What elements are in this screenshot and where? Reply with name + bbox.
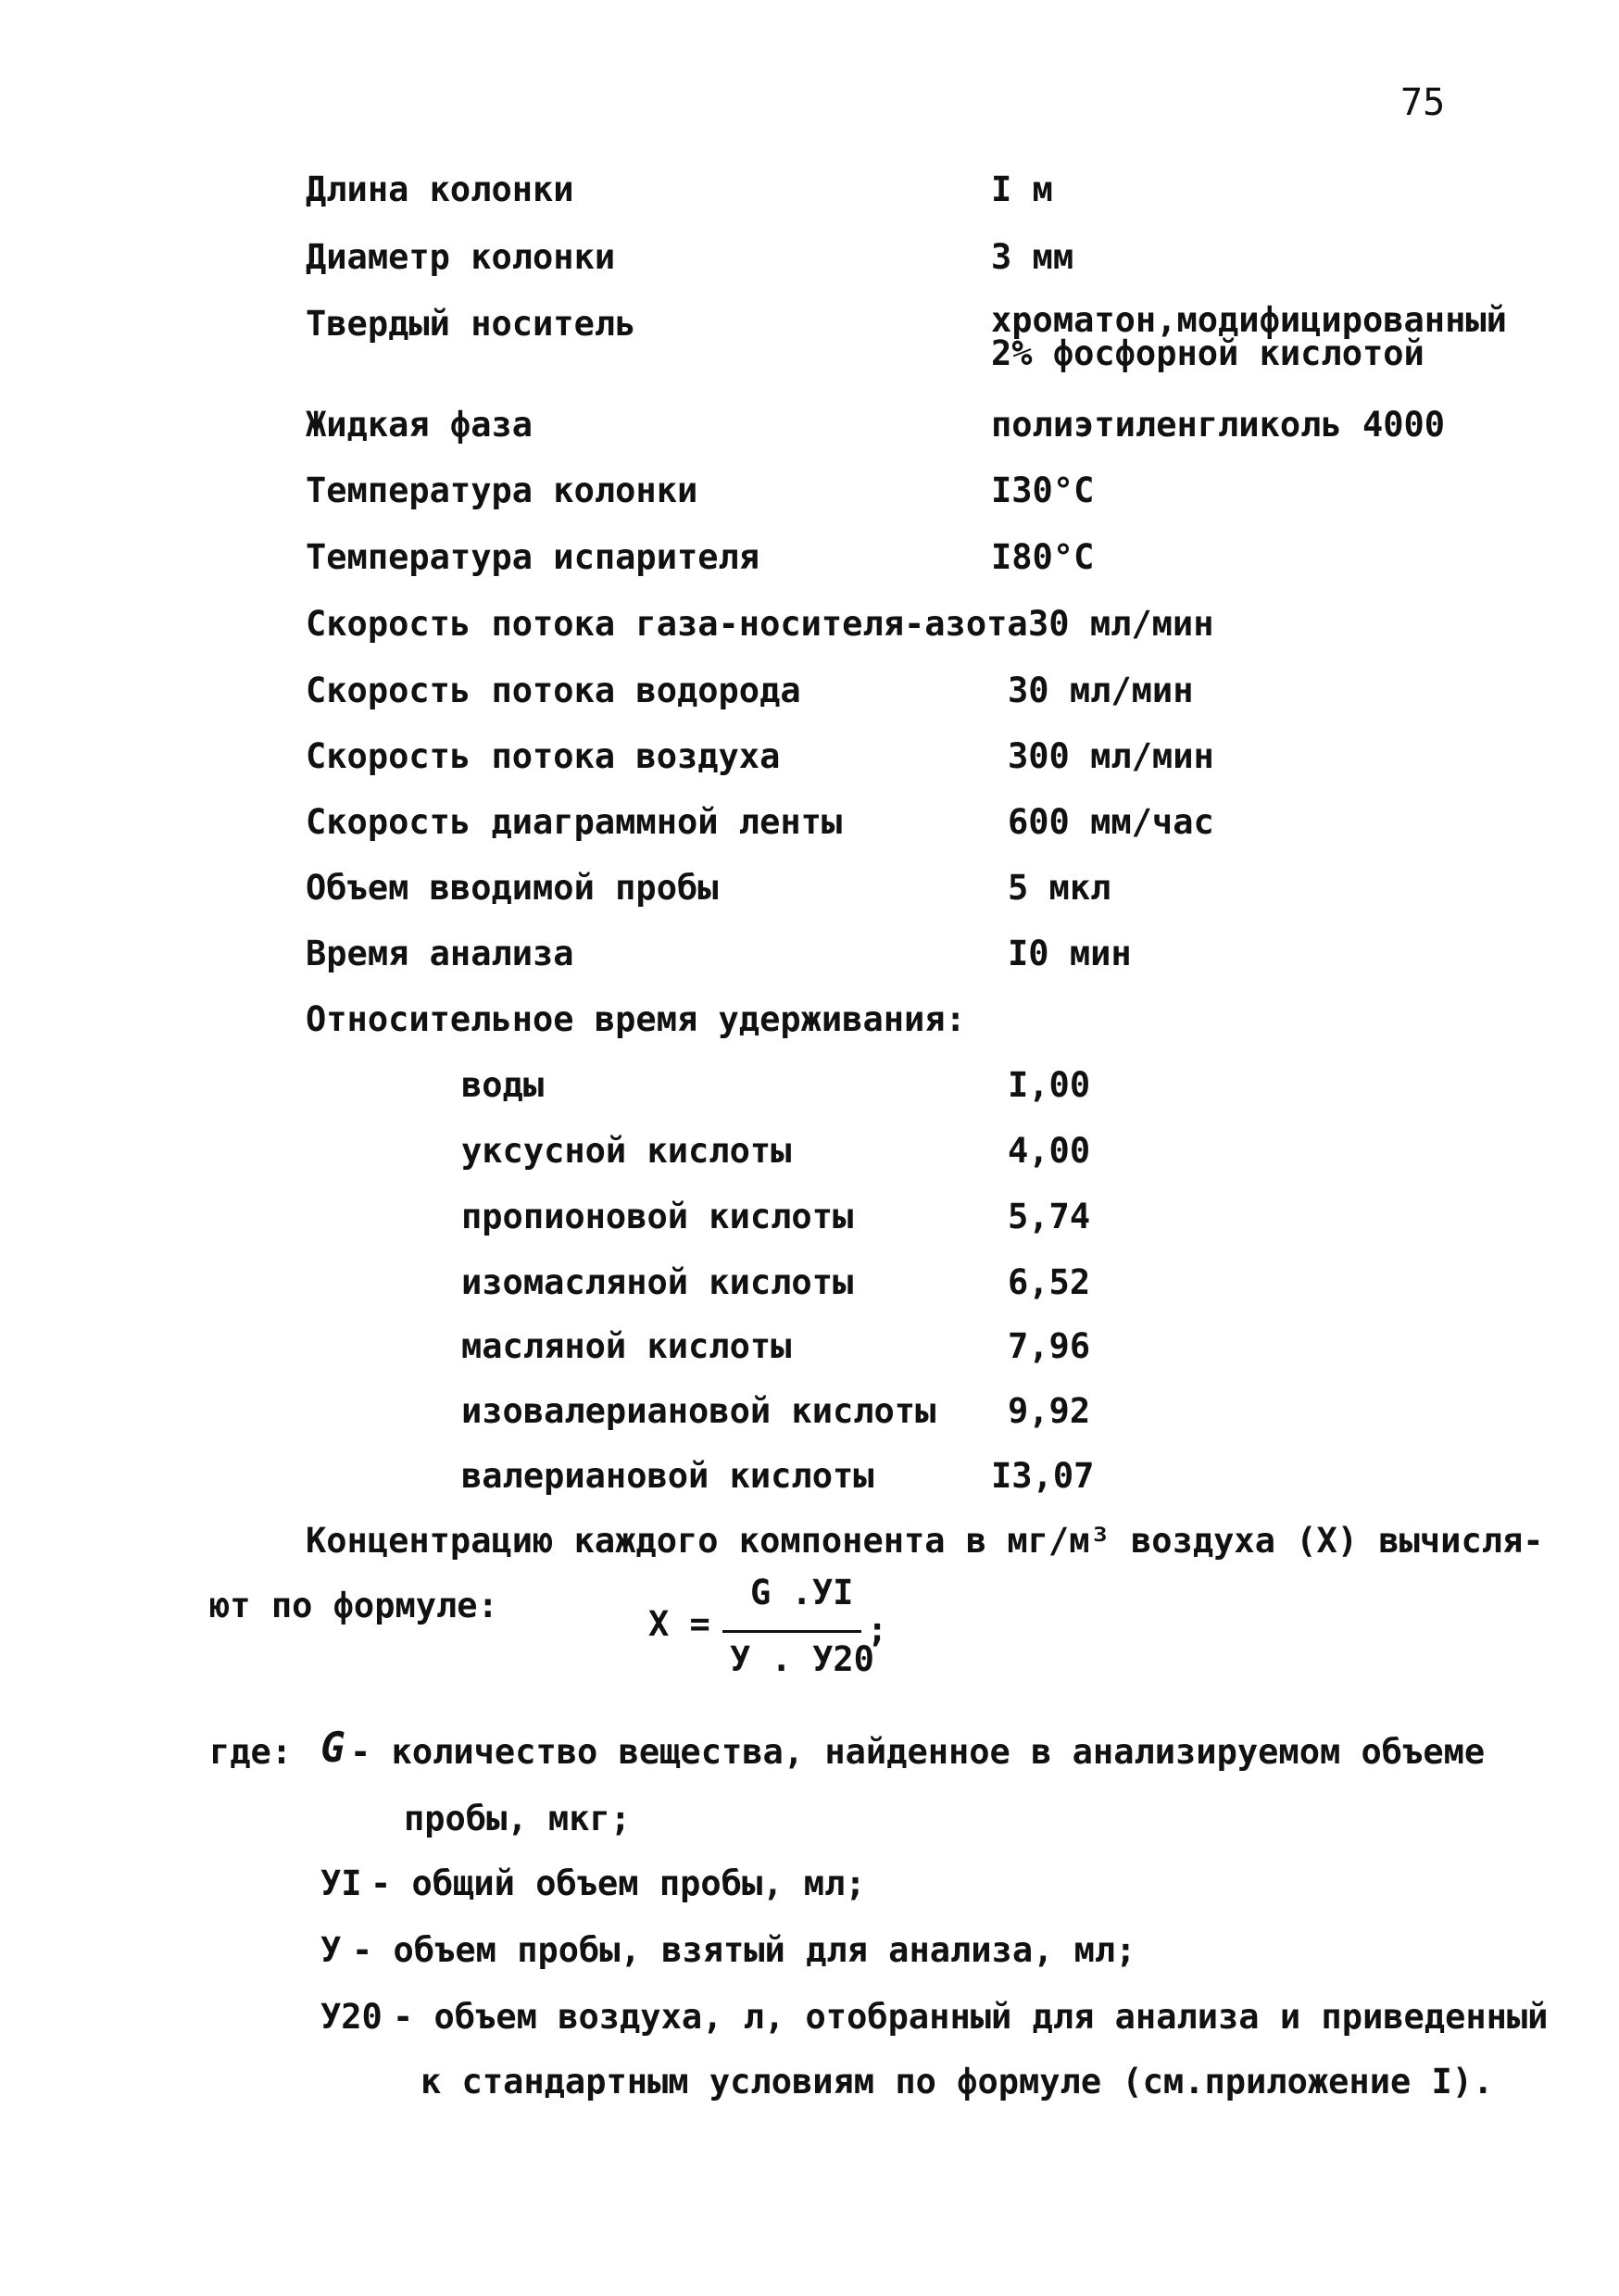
retention-value-isobutyric: 6,52 xyxy=(1008,1262,1091,1302)
retention-label-isobutyric: изомасляной кислоты xyxy=(461,1262,854,1302)
definition-text-g-line2: пробы, мкг; xyxy=(404,1799,632,1838)
definition-text-v20-line2: к стандартным условиям по формуле (см.приложение I). xyxy=(420,2062,1494,2102)
fraction-bar xyxy=(722,1630,861,1633)
definition-symbol-g: G xyxy=(320,1725,345,1772)
param-label-sample-volume: Объем вводимой пробы xyxy=(306,868,719,908)
formula xyxy=(648,1573,908,1702)
retention-label-valeric: валериановой кислоты xyxy=(461,1456,874,1496)
param-value-analysis-time: I0 мин xyxy=(1008,934,1132,973)
definition-symbol-v: У xyxy=(320,1930,342,1970)
param-label-hydrogen-flow: Скорость потока водорода xyxy=(306,671,801,710)
definition-symbol-v20: У20 xyxy=(320,1997,383,2037)
formula-denominator: У . У20 xyxy=(730,1639,874,1679)
retention-value-valeric: I3,07 xyxy=(991,1456,1095,1496)
param-label-column-temperature: Температура колонки xyxy=(306,470,698,510)
definition-text-v1: - общий объем пробы, мл; xyxy=(370,1863,866,1903)
retention-value-propionic: 5,74 xyxy=(1008,1197,1091,1236)
param-value-evaporator-temperature: I80°C xyxy=(991,537,1095,577)
param-value-column-length: I м xyxy=(991,169,1053,209)
retention-label-water: воды xyxy=(461,1065,545,1105)
param-value-carrier-gas-flow: 30 мл/мин xyxy=(1028,604,1214,644)
param-label-column-diameter: Диаметр колонки xyxy=(306,237,616,277)
param-value-hydrogen-flow: 30 мл/мин xyxy=(1008,671,1194,710)
param-label-evaporator-temperature: Температура испарителя xyxy=(306,537,760,577)
retention-label-propionic: пропионовой кислоты xyxy=(461,1197,854,1236)
param-label-solid-support: Твердый носитель xyxy=(306,304,636,344)
param-label-chart-tape-speed: Скорость диаграммной ленты xyxy=(306,802,843,842)
retention-value-isovaleric: 9,92 xyxy=(1008,1391,1091,1431)
formula-intro-line2: ют по формуле: xyxy=(209,1586,498,1625)
retention-value-butyric: 7,96 xyxy=(1008,1326,1091,1366)
definitions-where: где: xyxy=(209,1732,293,1772)
param-value-sample-volume: 5 мкл xyxy=(1008,868,1111,908)
param-label-air-flow: Скорость потока воздуха xyxy=(306,736,781,776)
retention-label-isovaleric: изовалериановой кислоты xyxy=(461,1391,936,1431)
param-label-liquid-phase: Жидкая фаза xyxy=(306,405,533,445)
retention-value-water: I,00 xyxy=(1008,1065,1091,1105)
definition-text-v: - объем пробы, взятый для анализа, мл; xyxy=(352,1930,1136,1970)
param-value-column-temperature: I30°C xyxy=(991,470,1095,510)
retention-heading: Относительное время удерживания: xyxy=(306,999,966,1039)
param-label-carrier-gas-flow: Скорость потока газа-носителя-азота xyxy=(306,604,1028,644)
param-value-chart-tape-speed: 600 мм/час xyxy=(1008,802,1214,842)
formula-terminator: ; xyxy=(867,1610,888,1650)
retention-label-butyric: масляной кислоты xyxy=(461,1326,792,1366)
retention-value-acetic: 4,00 xyxy=(1008,1131,1091,1171)
param-label-column-length: Длина колонки xyxy=(306,169,574,209)
definition-symbol-v1: УI xyxy=(320,1863,362,1903)
param-value-air-flow: 300 мл/мин xyxy=(1008,736,1214,776)
formula-numerator: G .УI xyxy=(750,1573,854,1612)
retention-label-acetic: уксусной кислоты xyxy=(461,1131,792,1171)
param-label-analysis-time: Время анализа xyxy=(306,934,574,973)
page-number: 75 xyxy=(1400,82,1446,124)
definition-text-g-line1: - количество вещества, найденное в анализируемом объеме xyxy=(350,1732,1486,1772)
param-value-column-diameter: 3 мм xyxy=(991,237,1074,277)
definition-text-v20-line1: - объем воздуха, л, отобранный для анализа и приведенный xyxy=(393,1997,1549,2037)
param-value-liquid-phase: полиэтиленгликоль 4000 xyxy=(991,405,1446,445)
param-value-solid-support: хроматон,модифицированный 2% фосфорной кислотой xyxy=(991,300,1507,373)
formula-lhs: X = xyxy=(648,1604,710,1644)
formula-intro-line1: Концентрацию каждого компонента в мг/м³ воздуха (X) вычисля- xyxy=(306,1521,1544,1561)
